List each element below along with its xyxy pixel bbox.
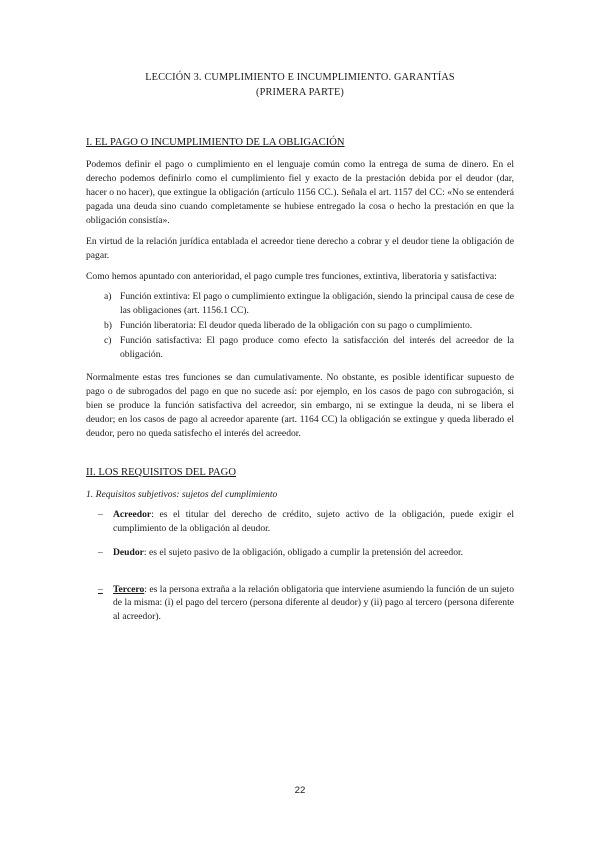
dash-marker: – bbox=[98, 583, 103, 595]
paragraph-cumulative: Normalmente estas tres funciones se dan cumulativamente. No obstante, es posible identificar supuesto de pago o de subrogados del pago en que no sucede así: por ejemplo, en los casos de pago con subrogación, si bien se produce la función satisfactiva del acreedor, sin embargo, ni se extingue la deuda, ni se libera el deudor; en los casos de pago al acreedor aparente (art. 1164 CC) la obligación se extingue y queda liberado el deudor, pero no queda satisfecho el interés del acreedor. bbox=[86, 372, 514, 439]
list-marker: b) bbox=[104, 320, 112, 332]
dash-marker: – bbox=[98, 508, 103, 520]
list-marker: a) bbox=[104, 291, 112, 303]
subsection-heading: 1. Requisitos subjetivos: sujetos del cumplimiento bbox=[86, 488, 278, 500]
title-line-2: (PRIMERA PARTE) bbox=[256, 87, 344, 99]
subject-item-acreedor bbox=[86, 508, 514, 536]
subject-text: : es la persona extraña a la relación obligatoria que interviene asumiendo la función de un sujeto de la misma: (i) el pago del tercero (persona diferente al deudor) y (ii) pago al tercero (persona diferente al acreedor). bbox=[113, 583, 514, 623]
function-item-liberatoria bbox=[86, 319, 514, 333]
subjects-list bbox=[86, 508, 514, 624]
subject-term: Tercero bbox=[113, 583, 145, 595]
section-heading-2: II. LOS REQUISITOS DEL PAGO bbox=[86, 466, 236, 478]
paragraph-functions-intro: Como hemos apuntado con anterioridad, el pago cumple tres funciones, extintiva, liberatoria y satisfactiva: bbox=[86, 270, 497, 282]
function-item-satisfactiva bbox=[86, 334, 514, 362]
function-text: Función liberatoria: El deudor queda liberado de la obligación con su pago o cumplimiento. bbox=[120, 320, 473, 332]
function-text: Función extintiva: El pago o cumplimiento extingue la obligación, siendo la principal causa de cese de las obligaciones (art. 1156.1 CC). bbox=[120, 291, 514, 317]
paragraph-legal-relation: En virtud de la relación jurídica entablada el acreedor tiene derecho a cobrar y el deudor tiene la obligación de pagar. bbox=[86, 235, 514, 261]
function-item-extintiva bbox=[86, 290, 514, 318]
section-heading-1: I. EL PAGO O INCUMPLIMIENTO DE LA OBLIGACIÓN bbox=[86, 136, 345, 148]
functions-list bbox=[86, 290, 514, 362]
function-text: Función satisfactiva: El pago produce como efecto la satisfacción del interés del acreedor de la obligación. bbox=[120, 335, 514, 361]
dash-marker: – bbox=[98, 546, 103, 558]
list-marker: c) bbox=[104, 335, 112, 347]
page-title bbox=[86, 70, 514, 101]
page-number: 22 bbox=[294, 785, 306, 796]
subject-text: : es el titular del derecho de crédito, sujeto activo de la obligación, puede exigir el cumplimiento de la obligación al deudor. bbox=[113, 508, 514, 534]
subject-term: Deudor bbox=[113, 546, 144, 558]
title-line-1: LECCIÓN 3. CUMPLIMIENTO E INCUMPLIMIENTO. GARANTÍAS bbox=[145, 72, 455, 83]
subject-term: Acreedor bbox=[113, 508, 152, 520]
subject-text: : es el sujeto pasivo de la obligación, obligado a cumplir la pretensión del acreedor. bbox=[143, 546, 464, 558]
subject-item-deudor bbox=[86, 546, 514, 560]
subject-item-tercero bbox=[86, 583, 514, 625]
paragraph-definition: Podemos definir el pago o cumplimiento en el lenguaje común como la entrega de suma de dinero. En el derecho podemos definirlo como el cumplimiento fiel y exacto de la prestación debida por el deudor (dar, hacer o no hacer), que extingue la obligación (artículo 1156 CC.). Señala el art. 1157 del CC: «No se entenderá pagada una deuda sino cuando completamente se hubiese entregado la cosa o hecho la prestación en que la obligación consistía». bbox=[86, 159, 514, 226]
